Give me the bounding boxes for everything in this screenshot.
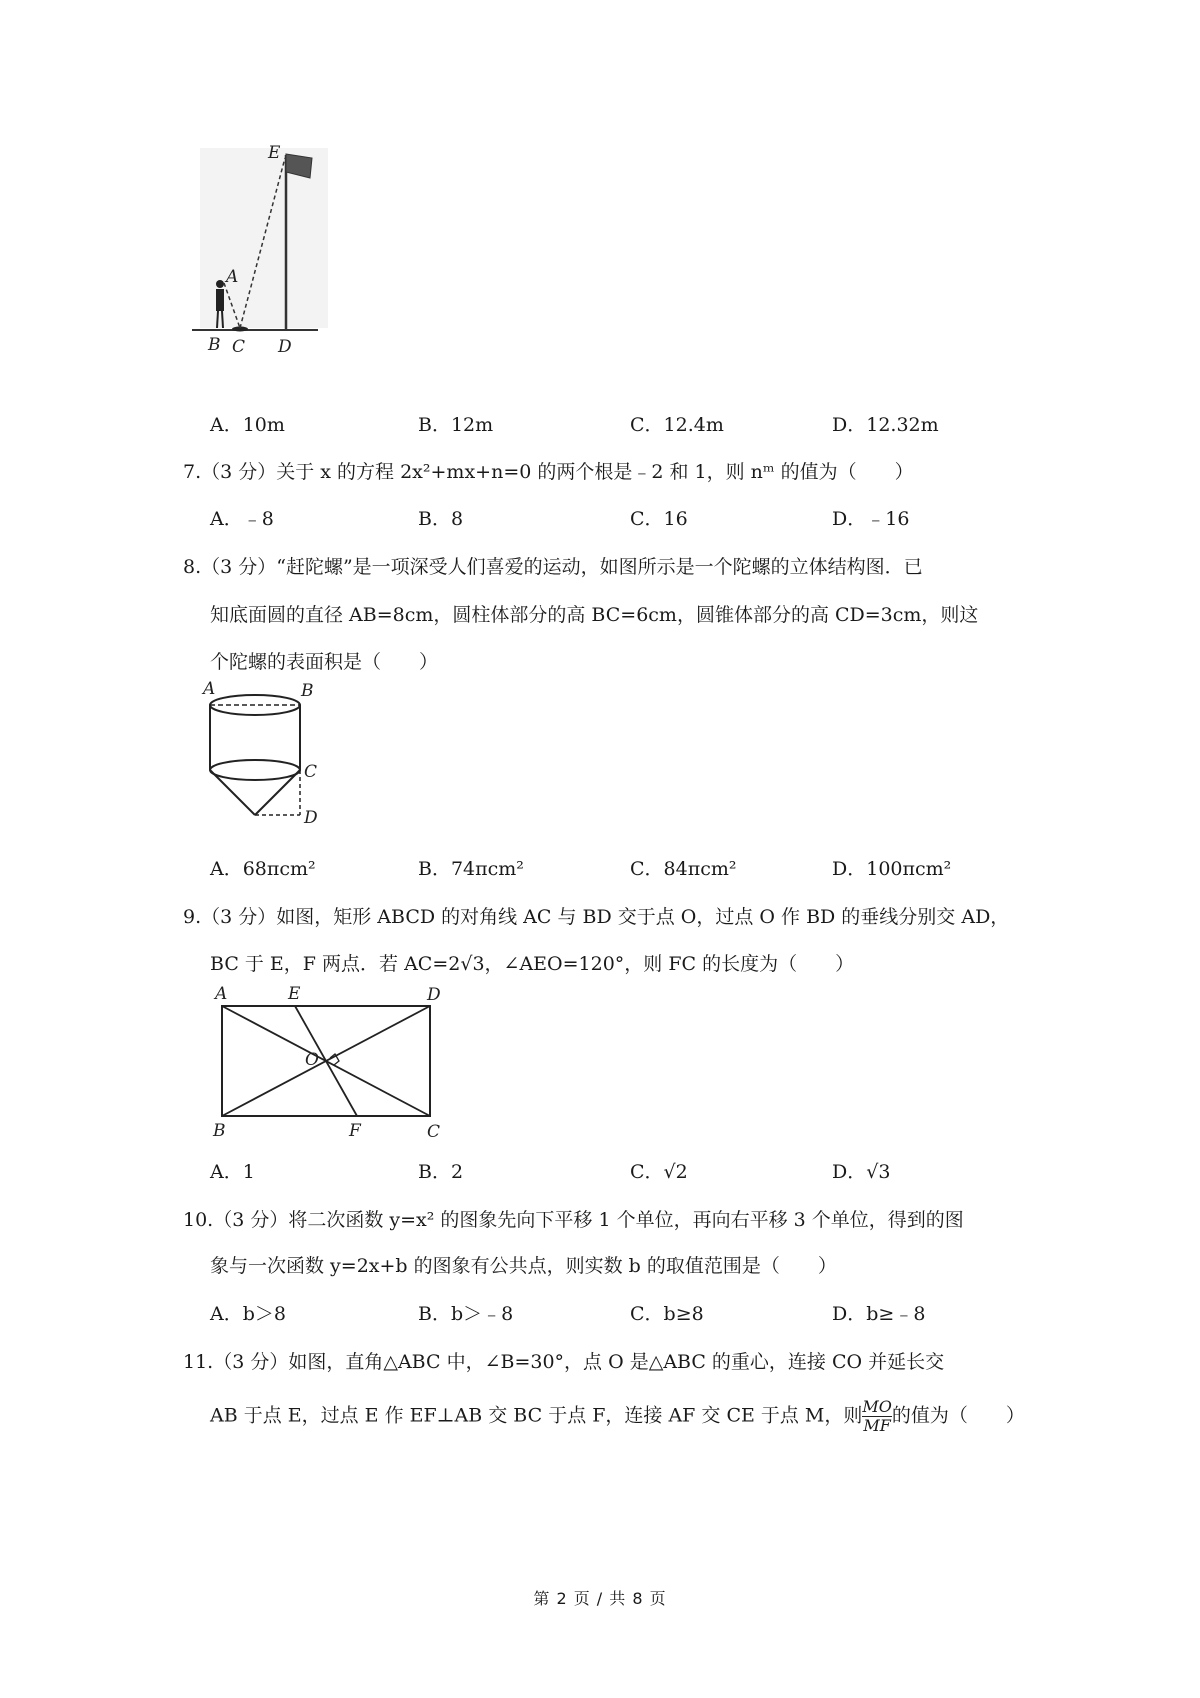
q6-label-d: D: [278, 337, 292, 357]
q6-label-a: A: [226, 267, 239, 287]
q8-option-d: D．100πcm²: [832, 858, 952, 880]
q11-line-2-tail: 的值为（ ）: [891, 1404, 1025, 1427]
q9-figure: [205, 984, 455, 1144]
q11-line-2-text: AB 于点 E，过点 E 作 EF⊥AB 交 BC 于点 F，连接 AF 交 CE 于点 M，则: [210, 1404, 863, 1427]
q9-line-2: BC 于 E，F 两点．若 AC=2√3，∠AEO=120°，则 FC 的长度为（ ）: [210, 953, 855, 975]
q9-option-d: D．√3: [832, 1161, 891, 1183]
q8-label-a: A: [203, 679, 216, 699]
q8-figure: [205, 680, 365, 840]
q7-text: 7.（3 分）关于 x 的方程 2x²+mx+n=0 的两个根是﹣2 和 1，则 nᵐ 的值为（ ）: [183, 461, 914, 483]
q10-option-b: B．b＞﹣8: [418, 1303, 514, 1325]
q9-line-1: 9.（3 分）如图，矩形 ABCD 的对角线 AC 与 BD 交于点 O，过点 O 作 BD 的垂线分别交 AD，: [183, 906, 1010, 928]
q9-option-b: B．2: [418, 1161, 464, 1183]
q9-label-c: C: [427, 1122, 441, 1142]
q8-label-c: C: [304, 762, 318, 782]
q6-option-a: A．10m: [210, 414, 285, 436]
q9-label-f: F: [349, 1121, 361, 1141]
q7-option-d: D．﹣16: [832, 508, 910, 530]
q8-option-b: B．74πcm²: [418, 858, 524, 880]
q10-option-d: D．b≥﹣8: [832, 1303, 926, 1325]
q7-option-a: A．﹣8: [210, 508, 274, 530]
q9-label-d: D: [427, 985, 441, 1005]
q6-figure: [190, 140, 330, 360]
q10-line-1: 10.（3 分）将二次函数 y=x² 的图象先向下平移 1 个单位，再向右平移 3 个单位，得到的图: [183, 1209, 964, 1231]
q9-label-a: A: [215, 984, 228, 1004]
q8-line-3: 个陀螺的表面积是（ ）: [210, 651, 439, 673]
q9-label-b: B: [213, 1121, 226, 1141]
q11-fraction-numerator: MO: [862, 1397, 892, 1416]
q9-label-e: E: [288, 984, 301, 1004]
q8-option-a: A．68πcm²: [210, 858, 316, 880]
q8-line-1: 8.（3 分）“赶陀螺”是一项深受人们喜爱的运动，如图所示是一个陀螺的立体结构图．已: [183, 556, 923, 578]
q6-label-b: B: [208, 335, 221, 355]
q11-fraction-denominator: MF: [863, 1416, 891, 1435]
q8-label-d: D: [304, 808, 318, 828]
q11-fraction: [862, 1398, 892, 1435]
q6-option-c: C．12.4m: [630, 414, 724, 436]
q6-label-c: C: [232, 337, 246, 357]
q10-line-2: 象与一次函数 y=2x+b 的图象有公共点，则实数 b 的取值范围是（ ）: [210, 1255, 837, 1277]
q10-option-a: A．b＞8: [210, 1303, 286, 1325]
q8-line-2: 知底面圆的直径 AB=8cm，圆柱体部分的高 BC=6cm，圆锥体部分的高 CD=3cm，则这: [210, 604, 979, 626]
q6-label-e: E: [268, 143, 281, 163]
q11-line-2: [210, 1398, 1025, 1435]
q9-option-a: A．1: [210, 1161, 255, 1183]
q11-line-1: 11.（3 分）如图，直角△ABC 中，∠B=30°，点 O 是△ABC 的重心，连接 CO 并延长交: [183, 1351, 945, 1373]
q9-option-c: C．√2: [630, 1161, 688, 1183]
q7-option-b: B．8: [418, 508, 464, 530]
q6-option-d: D．12.32m: [832, 414, 939, 436]
q8-label-b: B: [301, 681, 314, 701]
q6-option-b: B．12m: [418, 414, 494, 436]
q10-option-c: C．b≥8: [630, 1303, 704, 1325]
q9-label-o: O: [305, 1050, 319, 1070]
page-footer: 第 2 页 / 共 8 页: [533, 1589, 667, 1608]
q8-option-c: C．84πcm²: [630, 858, 737, 880]
q7-option-c: C．16: [630, 508, 688, 530]
